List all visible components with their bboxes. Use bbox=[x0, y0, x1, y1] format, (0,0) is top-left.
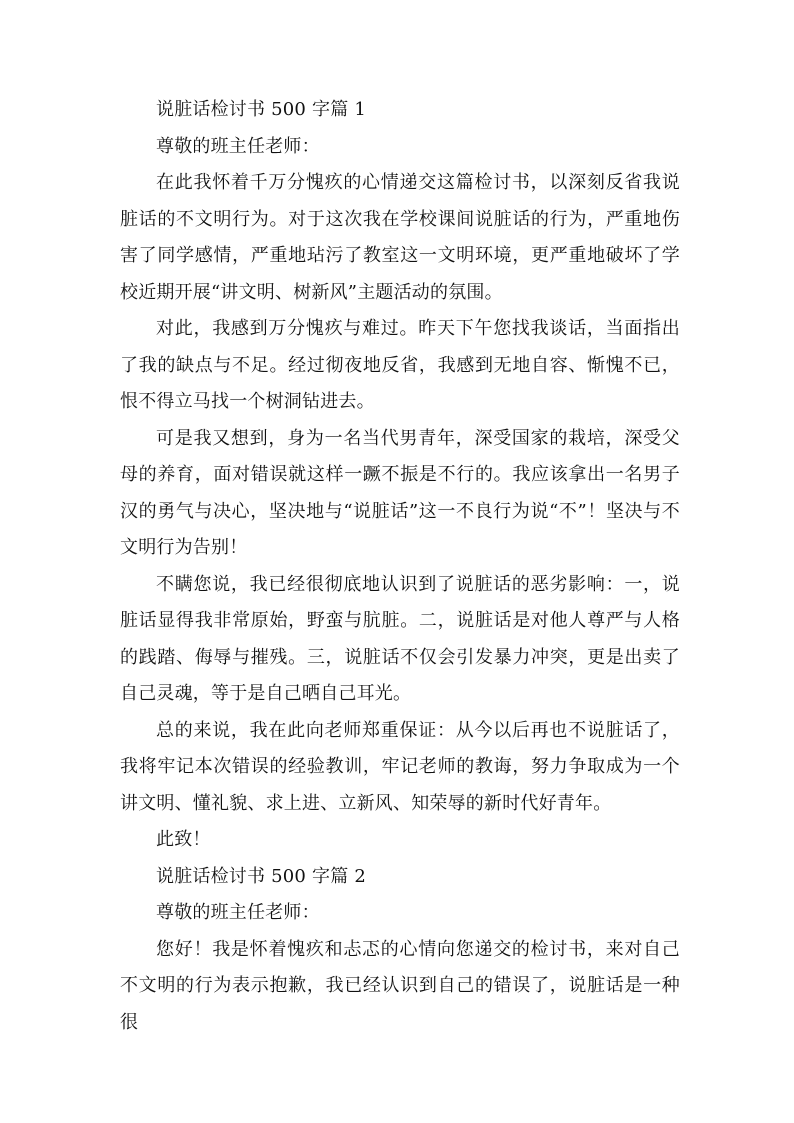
paragraph: 可是我又想到，身为一名当代男青年，深受国家的栽培，深受父母的养育，面对错误就这样一蹶不振是不行的。我应该拿出一名男子汉的勇气与决心，坚决地与“说脏话”这一不良行为说“不”！坚决与不文明行为告别！ bbox=[120, 427, 680, 558]
paragraph: 您好！我是怀着愧疚和忐忑的心情向您递交的检讨书，来对自己不文明的行为表示抱歉，我已经认识到自己的错误了，说脏话是一种很 bbox=[120, 938, 680, 1033]
section-title: 说脏话检讨书 500 字篇 1 bbox=[156, 99, 366, 120]
salutation: 尊敬的班主任老师： bbox=[156, 135, 320, 157]
paragraph: 不瞒您说，我已经很彻底地认识到了说脏话的恶劣影响：一，说脏话显得我非常原始，野蛮与肮脏。二，说脏话是对他人尊严与人格的践踏、侮辱与摧残。三，说脏话不仅会引发暴力冲突，更是出卖了自己灵魂，等于是自己晒自己耳光。 bbox=[120, 573, 680, 704]
paragraph: 在此我怀着千万分愧疚的心情递交这篇检讨书，以深刻反省我说脏话的不文明行为。对于这次我在学校课间说脏话的行为，严重地伤害了同学感情，严重地玷污了教室这一文明环境，更严重地破坏了学校近期开展“讲文明、树新风”主题活动的氛围。 bbox=[120, 172, 680, 303]
closing: 此致！ bbox=[156, 829, 211, 850]
salutation: 尊敬的班主任老师： bbox=[156, 902, 320, 923]
paragraph: 总的来说，我在此向老师郑重保证：从今以后再也不说脏话了，我将牢记本次错误的经验教训，牢记老师的教诲，努力争取成为一个讲文明、懂礼貌、求上进、立新风、知荣辱的新时代好青年。 bbox=[120, 719, 680, 814]
section-title: 说脏话检讨书 500 字篇 2 bbox=[156, 865, 366, 887]
paragraph: 对此，我感到万分愧疚与难过。昨天下午您找我谈话，当面指出了我的缺点与不足。经过彻夜地反省，我感到无地自容、惭愧不已，恨不得立马找一个树洞钻进去。 bbox=[120, 318, 680, 412]
document-page bbox=[120, 92, 680, 1041]
